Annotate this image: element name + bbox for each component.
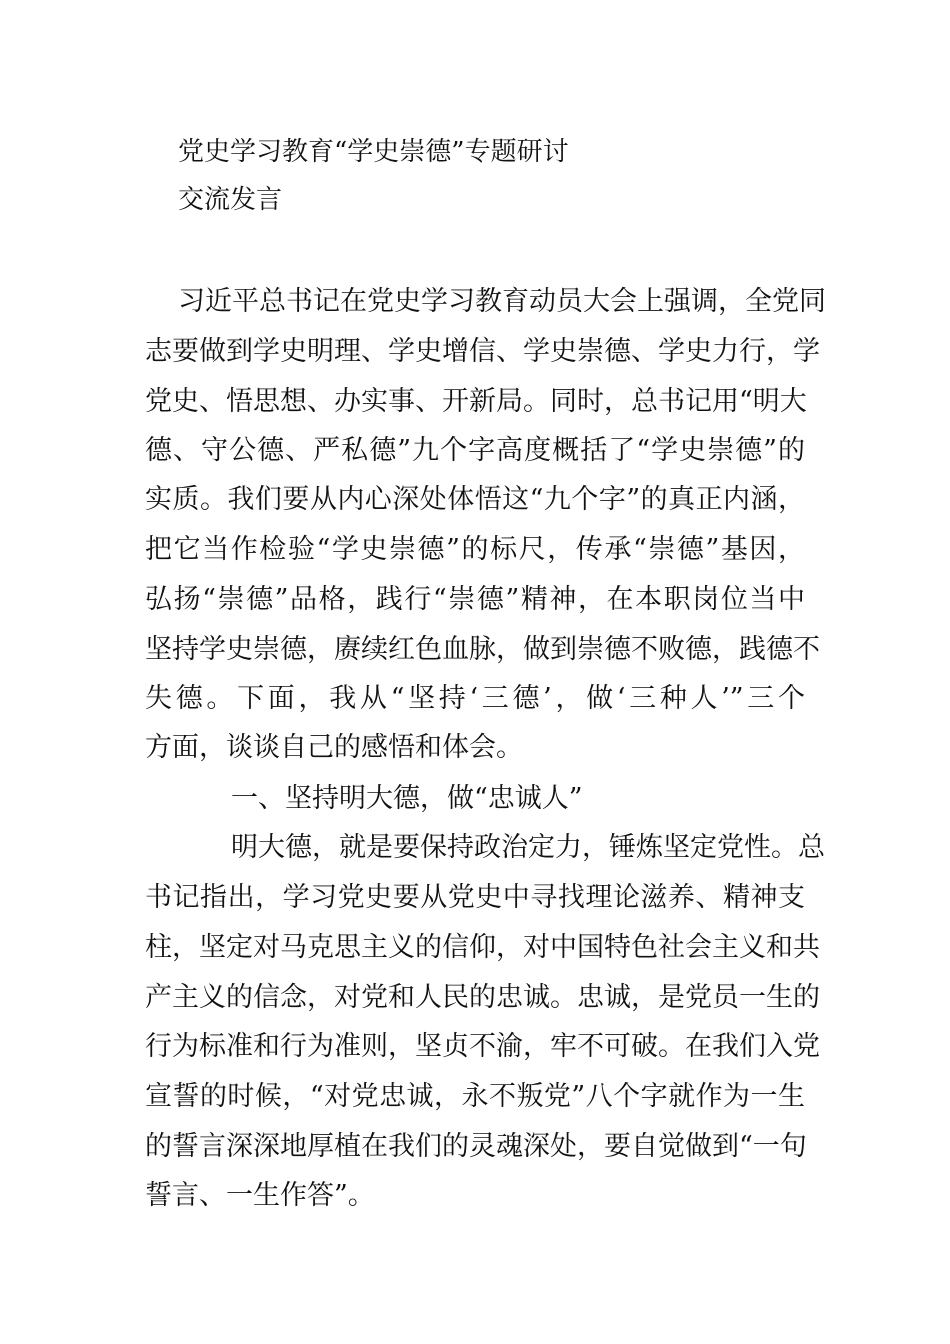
section-line: 行为标准和行为准则，坚贞不渝，牢不可破。在我们入党 [145, 1031, 820, 1062]
section-line: 明大德，就是要保持政治定力，锤炼坚定党性。总 [231, 832, 825, 863]
intro-line: 志要做到学史明理、学史增信、学史崇德、学史力行，学 [145, 336, 820, 367]
section-line: 誓言、一生作答”。 [145, 1180, 375, 1211]
section-line: 柱，坚定对马克思主义的信仰，对中国特色社会主义和共 [145, 932, 820, 963]
section-line: 产主义的信念，对党和人民的忠诚。忠诚，是党员一生的 [145, 982, 820, 1013]
intro-line: 实质。我们要从内心深处体悟这“九个字”的真正内涵， [145, 484, 805, 515]
intro-line: 坚持学史崇德，赓续红色血脉，做到崇德不败德，践德不 [145, 634, 820, 665]
intro-line: 党史、悟思想、办实事、开新局。同时，总书记用“明大 [145, 386, 807, 417]
section-heading: 一、坚持明大德，做“忠诚人” [231, 783, 583, 814]
section-line: 宣誓的时候，“对党忠诚，永不叛党”八个字就作为一生 [145, 1081, 805, 1112]
intro-line: 弘扬“崇德”品格，践行“崇德”精神，在本职岗位当中 [145, 584, 805, 615]
document-title: 党史学习教育“学史崇德”专题研讨 [178, 137, 569, 167]
section-line: 的誓言深深地厚植在我们的灵魂深处，要自觉做到“一句 [145, 1131, 807, 1162]
section-line: 书记指出，学习党史要从党史中寻找理论滋养、精神支 [145, 882, 805, 913]
intro-line: 方面，谈谈自己的感悟和体会。 [145, 732, 523, 763]
intro-line: 把它当作检验“学史崇德”的标尺，传承“崇德”基因， [145, 534, 805, 565]
intro-line: 习近平总书记在党史学习教育动员大会上强调，全党同 [178, 286, 826, 317]
intro-line: 德、守公德、严私德”九个字高度概括了“学史崇德”的 [145, 435, 805, 466]
intro-line: 失德。下面，我从“坚持‘三德’，做‘三种人’”三个 [145, 683, 805, 714]
document-subtitle: 交流发言 [178, 185, 283, 215]
